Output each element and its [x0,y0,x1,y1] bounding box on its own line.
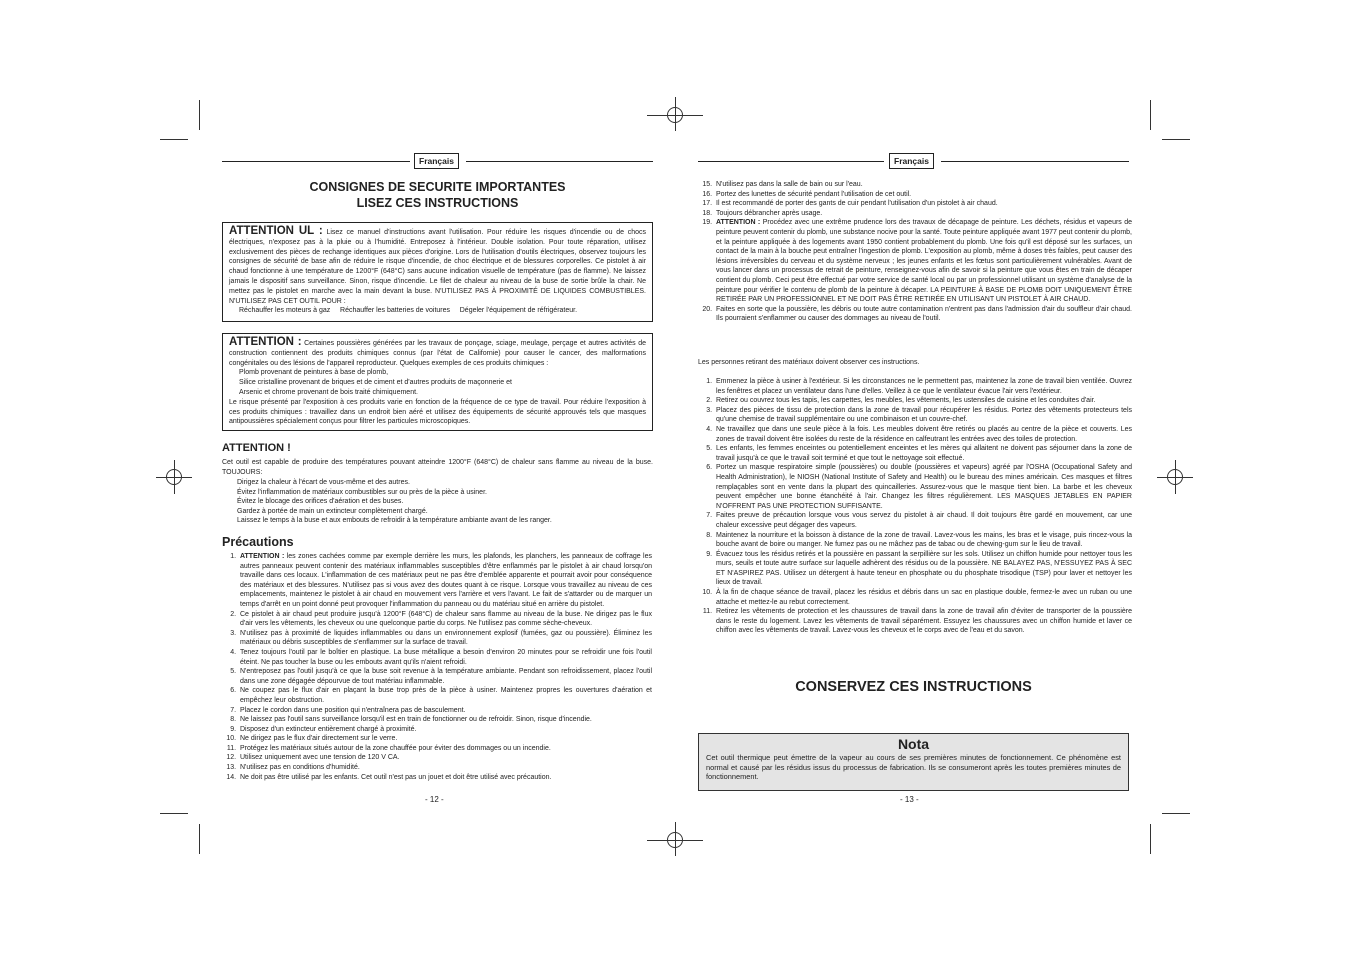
precautions-heading: Précautions [222,535,294,549]
precaution-1-lead: ATTENTION : [240,553,285,560]
attention-intro: Cet outil est capable de produire des températures pouvant atteindre 1200°F (648°C) de chaleur sans flamme au niveau de la buse. TOUJOURS: [222,459,653,476]
list-item: 8. Ne laissez pas l'outil sans surveillance lorsqu'il est en train de fonctionner ou de refroidir. Sinon, risque d'incendie. [238,715,652,725]
list-item: 10. Ne dirigez pas le flux d'air directement sur le verre. [238,734,652,744]
list-item: Laissez le temps à la buse et aux embouts de refroidir à la température ambiante avant de les ranger. [237,517,552,525]
precaution-19-text: Procédez avec une extrême prudence lors des travaux de décapage de peinture. Les déchets, résidus et vapeurs de peinture peuvent contenir du plomb, une substance nocive pour la santé. Toute peinture appliquée avant 1977 peut contenir du plomb, et la peinture appliquée à des logements avant 1950 contient probablement du plomb. Une fois qu'il est déposé sur les surfaces, un contact de la main à la bouche peut entraîner l'ingestion de plomb. L'exposition au plomb, même à doses très faibles, peut causer des lésions irréversibles du cerveau et du système nerveux ; les jeunes enfants et les fœtus sont particulièrement vulnérables. Avant de vous lancer dans un processus de retrait de peinture, renseignez-vous afin de savoir si la peinture que vous êtes en train de décaper contient du plomb. Ceci peut être effectué par votre service de santé local ou par un professionnel utilisant un système d'analyse de la peinture pour vérifier le contenu de plomb de la peinture à décaper. LA PEINTURE À BASE DE PLOMB DOIT UNIQUEMENT ÊTRE RETIRÉE PAR UN PROFESSIONNEL ET NE DOIT PAS ÊTRE RETIRÉE EN UTILISANT UN PISTOLET À AIR CHAUD. [716,219,1132,304]
conservez-heading: CONSERVEZ CES INSTRUCTIONS [795,679,1032,695]
list-item: 8. Maintenez la nourriture et la boisson à distance de la zone de travail. Lavez-vous les mains, les bras et le visage, puis rincez-vous la bouche avant de boire ou manger. Ne fumez pas ou ne mâchez pas de tabac ou de chewing-gum sur le lieu de travail. [714,531,1132,550]
page-number: - 12 - [425,795,444,804]
chem-item: Silice cristalline provenant de briques et de ciment et d'autres produits de maçonnerie et [239,379,512,387]
list-item: 18. Toujours débrancher après usage. [714,209,1132,219]
list-item: 1. Emmenez la pièce à usiner à l'extérieur. Si les circonstances ne le permettent pas, maintenez la zone de travail bien ventilée. Ouvrez les fenêtres et placez un ventilateur dans l'une d'elles. Veillez à ce que le ventilateur évacue l'air vers l'extérieur. [714,377,1132,396]
list-item: 17. Il est recommandé de porter des gants de cuir pendant l'utilisation d'un pistolet à air chaud. [714,199,1132,209]
nota-box [698,733,1129,791]
list-item: 2. Retirez ou couvrez tous les tapis, les carpettes, les meubles, les vêtements, les ustensiles de cuisine et les conduites d'air. [714,396,1132,406]
list-item: 20. Faites en sorte que la poussière, les débris ou toute autre contamination n'entrent pas dans l'admission d'air du souffleur d'air chaud. Ils pourraient s'enflammer ou causer des dommages au niveau de l'outil. [714,305,1132,324]
chem-item: Arsenic et chrome provenant de bois traité chimiquement. [239,388,418,396]
list-item: 11. Retirez les vêtements de protection et les chaussures de travail dans la zone de travail afin d'éviter de transporter de la poussière dans le reste du logement. Lavez les vêtements de travail séparément. Essuyez les chaussures avec un chiffon humide et laver ce chiffon avec les vêtements de travail. Lavez-vous les cheveux et le corps avec de l'eau et du savon. [714,607,1132,636]
list-item: 2. Ce pistolet à air chaud peut produire jusqu'à 1200°F (648°C) de chaleur sans flamme au niveau de la buse. Ne dirigez pas le flux d'air vers les vêtements, les cheveux ou une quelconque partie du corps. Ne l'utilisez pas comme sèche-cheveux. [238,610,652,629]
page-number: - 13 - [900,795,919,804]
list-item: Gardez à portée de main un extincteur complètement chargé. [237,507,428,515]
list-item: 7. Faites preuve de précaution lorsque vous vous servez du pistolet à air chaud. Il doit toujours être gardé en mouvement, car une chaleur excessive peut dégager des vapeurs. [714,511,1132,530]
list-item: Évitez l'inflammation de matériaux combustibles sur ou près de la pièce à usiner. [237,488,487,496]
list-item: 6. Portez un masque respiratoire simple (poussières) ou double (poussières et vapeurs) agréé par l'OSHA (Occupational Safety and Health Administration), le NIOSH (National Institute of Safety and Health) ou le bureau des mines américain. Ces masques et filtres remplaçables sont en vente dans la plupart des quincailleries. Assurez-vous que le masque tient bien. La barbe et les cheveux peuvent empêcher une bonne étanchéité à l'air. Changez les filtres régulièrement. LES MASQUES JETABLES EN PAPIER N'OFFRENT PAS UNE PROTECTION SUFFISANTE. [714,463,1132,511]
list-item [238,552,652,610]
list-item: 7. Placez le cordon dans une position qui n'entraînera pas de basculement. [238,706,652,716]
list-item: 4. Ne travaillez que dans une seule pièce à la fois. Les meubles doivent être retirés ou placés au centre de la pièce et couverts. Les zones de travail doivent être isolées du reste de la résidence en calfeutrant les entrées avec des toiles de protection. [714,425,1132,444]
section-title [222,179,653,211]
language-tag: Français [889,153,934,169]
title-line-2: LISEZ CES INSTRUCTIONS [356,196,519,210]
lead-paint-instructions [698,377,1132,636]
list-item: 16. Portez des lunettes de sécurité pendant l'utilisation de cet outil. [714,190,1132,200]
chem-item: Plomb provenant de peintures à base de plomb, [239,369,389,377]
language-tag: Français [414,153,459,169]
precautions-list-continued [698,180,1132,324]
list-item: Évitez le blocage des orifices d'aération et des buses. [237,498,404,506]
nota-title: Nota [897,736,930,752]
attention-heading: ATTENTION ! [222,442,291,454]
attention-ca-text: Certaines poussières générées par les travaux de ponçage, sciage, meulage, perçage et autres activités de construction contiennent des produits chimiques connus (par l'état de Californie) pour causer le cancer, des malformations congénitales ou des lésions de l'appareil reproducteur. Quelques exemples de ces produits chimiques : [229,340,646,367]
nota-text: Cet outil thermique peut émettre de la vapeur au cours de ses premières minutes de fonctionnement. Ce phénomène est normal et causé par les résidus issus du processus de fabrication. Ils se consumeront après les toutes premières minutes de fonctionnement. [706,753,1121,781]
list-item: 14. Ne doit pas être utilisé par les enfants. Cet outil n'est pas un jouet et doit être utilisé avec précaution. [238,773,652,783]
list-item: 4. Tenez toujours l'outil par le boîtier en plastique. La buse métallique a besoin d'environ 20 minutes pour se refroidir une fois l'outil éteint. Ne pas toucher la buse ou les embouts avant qu'ils n'aient refroidi. [238,648,652,667]
list-item: 6. Ne coupez pas le flux d'air en plaçant la buse trop près de la pièce à usiner. Maintenez propres les ouvertures d'aération et empêchez leur obstruction. [238,686,652,705]
list-item: Dirigez la chaleur à l'écart de vous-même et des autres. [237,479,410,486]
precaution-19-lead: ATTENTION : [716,219,761,227]
attention-list [237,478,653,526]
precautions-list [222,552,652,782]
title-line-1: CONSIGNES DE SECURITE IMPORTANTES [309,180,566,194]
attention-ca-tail: Le risque présenté par l'exposition à ces produits varie en fonction de la fréquence de ce type de travail. Pour réduire l'exposition à ces produits chimiques : travaillez dans un endroit bien aéré et utilisez des équipements de sécurité approuvés tels que masques antipoussières spécialement conçus pour filtrer les particules microscopiques. [229,398,646,426]
list-item: 15. N'utilisez pas dans la salle de bain ou sur l'eau. [714,180,1132,190]
list-item: 9. Évacuez tous les résidus retirés et la poussière en passant la serpillière sur les sols. Utilisez un chiffon humide pour nettoyer tous les murs, seuils et toute autre surface sur laquelle adhèrent des résidus ou de la poussière. NE BALAYEZ PAS, N'ESSUYEZ PAS À SEC ET N'ASPIREZ PAS. Utilisez un détergent à haute teneur en phosphate ou du phosphate trisodique (TSP) pour laver et nettoyer les lieux de travail. [714,550,1132,588]
list-item: 5. Les enfants, les femmes enceintes ou potentiellement enceintes et les mères qui allaitent ne doivent pas séjourner dans la zone de travail jusqu'à ce que le travail soit terminé et que tout le nettoyage soit effectué. [714,444,1132,463]
attention-ul-list: Réchauffer les moteurs à gaz Réchauffer les batteries de voitures Dégeler l'équipement de réfrigérateur. [239,307,578,315]
list-item: 13. N'utilisez pas en conditions d'humidité. [238,763,652,773]
list-item: 10. À la fin de chaque séance de travail, placez les résidus et débris dans un sac en plastique double, fermez-le avec un ruban ou une attache et mettez-le au rebut correctement. [714,588,1132,607]
precaution-1-text: les zones cachées comme par exemple derrière les murs, les plafonds, les planchers, les panneaux de coffrage les autres panneaux peuvent contenir des matériaux inflammables susceptibles d'être enflammés par le pistolet à air chaud lorsqu'on travaille dans ces locaux. L'inflammation de ces matériaux peut ne pas être d'emblée apparente et pourrait avoir pour conséquence des matériaux et des blessures. N'utilisez pas si vous avez des doutes quant à ce risque. Lorsque vous travaillez au niveau de ces emplacements, maintenez le pistolet à air chaud en mouvement vers l'arrière et vers l'avant. Le fait de s'attarder ou de marquer un temps d'arrêt en un point donné peut provoquer l'inflammation du panneau ou du matériau situé en arrière du pistolet. [240,553,652,608]
list-item [714,218,1132,304]
attention-california-box [222,333,653,431]
list-item: 3. N'utilisez pas à proximité de liquides inflammables ou dans un environnement explosif (fumées, gaz ou poussière). Éliminez les matériaux ou débris susceptibles de s'enflammer sur la surface de travail. [238,629,652,648]
list-item: 3. Placez des pièces de tissu de protection dans la zone de travail pour récupérer les résidus. Portez des vêtements protecteurs tels qu'une chemise de travail supplémentaire ou une combinaison et un couvre-chef. [714,406,1132,425]
attention-ca-lead: ATTENTION : [229,336,302,348]
list-item: 11. Protégez les matériaux situés autour de la zone chauffée pour éviter des dommages ou un incendie. [238,744,652,754]
attention-ul-text: Lisez ce manuel d'instructions avant l'utilisation. Pour réduire les risques d'incendie ou de chocs électriques, n'exposez pas à la pluie ou à l'humidité. Entreposez à l'intérieur. Double isolation. Pour toute réparation, utilisez exclusivement des pièces de rechange identiques aux pièces d'origine. Lors de l'utilisation d'outils électriques, observez toujours les consignes de sécurité de base afin de réduire le risque d'incendie, de choc électrique et de blessures corporelles. Ce pistolet à air chaud fonctionne à une température de 1200°F (648°C) sans aucune indication visuelle de température (pas de flamme). Ne laissez jamais le dispositif sans surveillance. Sinon, risque d'incendie. Le filet de chaleur au niveau de la buse de sortie brûle la chair. Ne mettez pas le pistolet en marche avec la main devant la buse. N'UTILISEZ PAS À PROXIMITÉ DE LIQUIDES COMBUSTIBLES. N'UTILISEZ PAS CET OUTIL POUR : [229,229,646,305]
lead-paint-intro: Les personnes retirant des matériaux doivent observer ces instructions. [698,359,920,366]
attention-ul-lead: ATTENTION UL : [229,225,323,237]
list-item: 5. N'entreposez pas l'outil jusqu'à ce que la buse soit revenue à la température ambiante. Pendant son refroidissement, placez l'outil dans une zone dégagée dépourvue de tout matériau inflammable. [238,667,652,686]
attention-ul-box [222,222,653,322]
list-item: 12. Utilisez uniquement avec une tension de 120 V CA. [238,753,652,763]
list-item: 9. Disposez d'un extincteur entièrement chargé à proximité. [238,725,652,735]
